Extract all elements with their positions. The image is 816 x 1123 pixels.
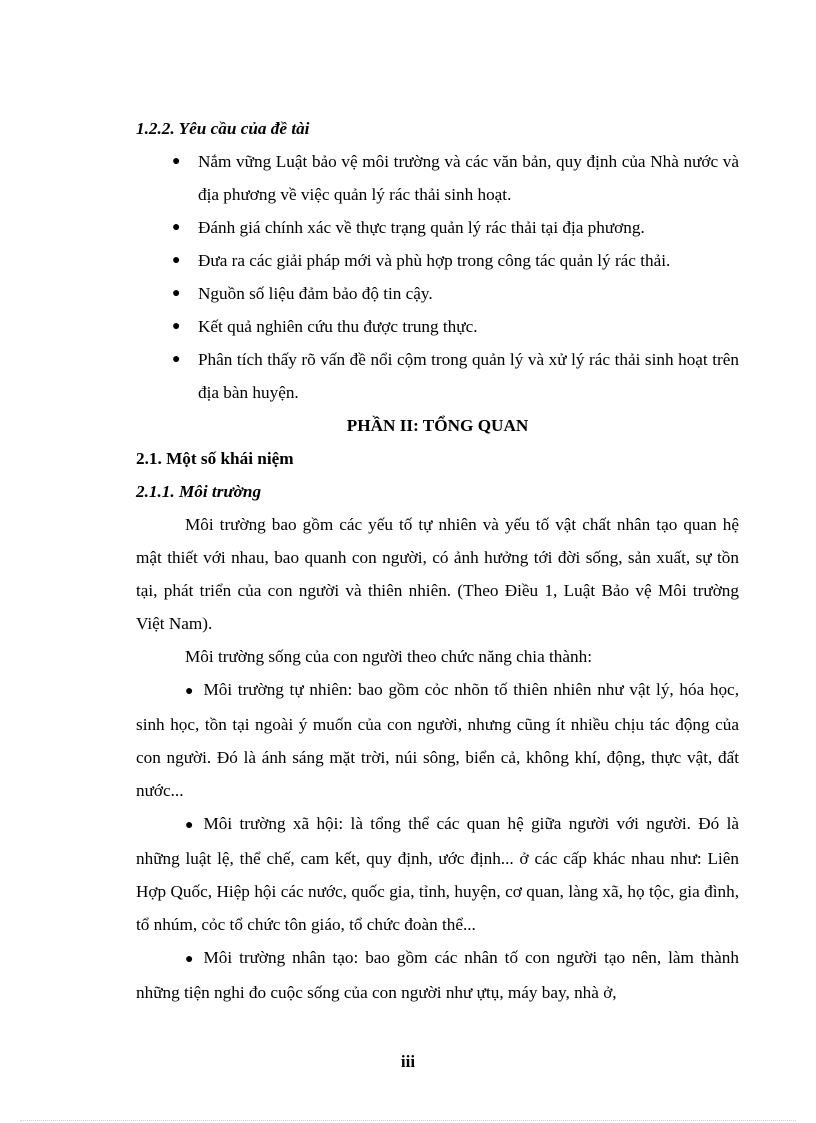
document-page xyxy=(136,112,739,1009)
bullet-icon: ● xyxy=(185,684,194,699)
heading-1-2-2: 1.2.2. Yêu cầu của đề tài xyxy=(136,119,310,138)
page-number: iii xyxy=(400,1052,416,1071)
bullet-icon: ● xyxy=(172,154,181,169)
bullet-paragraph-natural: ● Môi trường tự nhiên: bao gồm cỏc nhõn tố thiên nhiên như vật lý, hóa học, sinh học, tồn tại ngoài ý muốn của con người, nhưng cũng ít nhiều chịu tác động của con người. Đó là ánh sáng mặt trời, núi sông, biển cả, không khí, động, thực vật, đất nước... xyxy=(136,673,739,807)
list-item: ● Đánh giá chính xác về thực trạng quản lý rác thải tại địa phương. xyxy=(136,211,739,244)
heading-2-1-1: 2.1.1. Môi trường xyxy=(136,482,262,501)
paragraph-classification: Môi trường sống của con người theo chức năng chia thành: xyxy=(185,647,592,666)
bullet-paragraph-artificial: ● Môi trường nhân tạo: bao gồm các nhân tố con người tạo nên, làm thành những tiện nghi đo cuộc sống của con người như ựtụ, máy bay, nhà ở, xyxy=(136,941,739,1009)
paragraph-definition: Môi trường bao gồm các yếu tố tự nhiên và yếu tố vật chất nhân tạo quan hệ mật thiết với nhau, bao quanh con người, có ảnh hưởng tới đời sống, sản xuất, sự tồn tại, phát triển của con người và thiên nhiên. (Theo Điều 1, Luật Bảo vệ Môi trường Việt Nam). xyxy=(136,515,739,633)
list-item: ● Phân tích thấy rõ vấn đề nổi cộm trong quản lý và xử lý rác thải sinh hoạt trên địa bàn huyện. xyxy=(136,343,739,409)
heading-2-1: 2.1. Một số khái niệm xyxy=(136,449,294,468)
part-title: PHẦN II: TỔNG QUAN xyxy=(346,416,529,435)
requirements-list xyxy=(136,145,739,409)
bullet-icon: ● xyxy=(172,220,181,235)
bullet-paragraph-social: ● Môi trường xã hội: là tổng thể các quan hệ giữa người với người. Đó là những luật lệ, thể chế, cam kết, quy định, ước định... ở các cấp khác nhau như: Liên Hợp Quốc, Hiệp hội các nước, quốc gia, tỉnh, huyện, cơ quan, làng xã, họ tộc, gia đình, tổ nhúm, cỏc tổ chức tôn giáo, tổ chức đoàn thể... xyxy=(136,807,739,941)
bullet-icon: ● xyxy=(185,818,194,833)
bottom-divider xyxy=(20,1120,796,1121)
bullet-icon: ● xyxy=(172,286,181,301)
list-item: ● Đưa ra các giải pháp mới và phù hợp trong công tác quản lý rác thải. xyxy=(136,244,739,277)
bullet-icon: ● xyxy=(185,952,194,967)
list-item: ● Nguồn số liệu đảm bảo độ tin cậy. xyxy=(136,277,739,310)
bullet-icon: ● xyxy=(172,319,181,334)
list-item: ● Nắm vững Luật bảo vệ môi trường và các văn bản, quy định của Nhà nước và địa phương về việc quản lý rác thải sinh hoạt. xyxy=(136,145,739,211)
bullet-icon: ● xyxy=(172,253,181,268)
bullet-icon: ● xyxy=(172,352,181,367)
list-item: ● Kết quả nghiên cứu thu được trung thực. xyxy=(136,310,739,343)
